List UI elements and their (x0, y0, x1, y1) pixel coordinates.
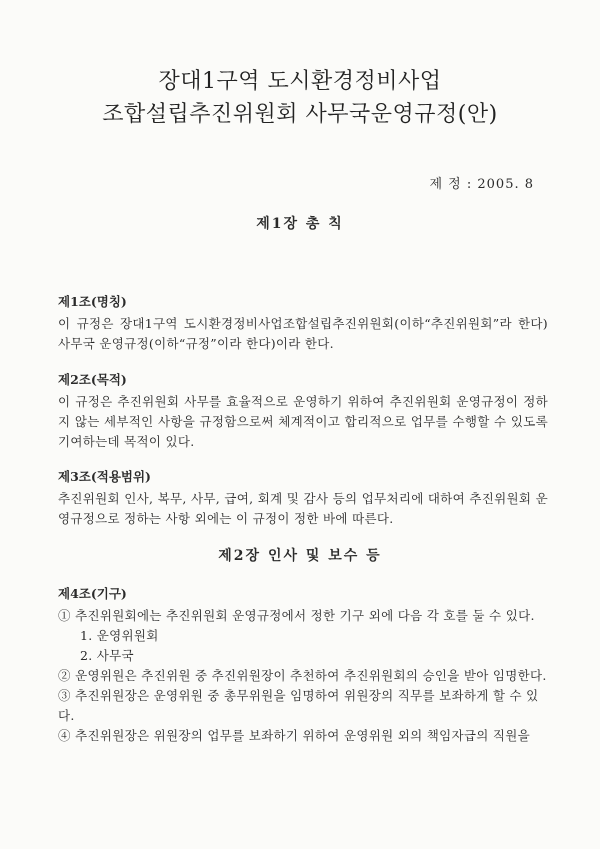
article-4-item2: ② 운영위원은 추진위원 중 추진위원장이 추천하여 추진위원회의 승인을 받아 임명한다. (58, 668, 547, 683)
article-4-item3: ③ 추진위원장은 운영위원 중 총무위원을 임명하여 위원장의 직무를 보좌하게 할 수 있다. (58, 688, 539, 723)
article-2 (58, 370, 548, 452)
article-3-title: 제3조(적용범위) (58, 469, 151, 484)
article-2-body: 이 규정은 추진위원회 사무를 효율적으로 운영하기 위하여 추진위원회 운영규정이 정하지 않는 세부적인 사항을 규정함으로써 체계적이고 합리적으로 업무를 수행할 수 있도록 기여하는데 목적이 있다. (58, 394, 548, 449)
chapter1-heading: 제1장 총 칙 (256, 216, 344, 232)
article-4-sub1: 1. 운영위원회 (80, 628, 159, 643)
article-1-title: 제1조(명칭) (58, 294, 127, 309)
article-4 (58, 584, 548, 746)
document-title-line2: 조합설립추진위원회 사무국운영규정(안) (102, 102, 498, 127)
article-4-sub2: 2. 사무국 (80, 648, 134, 663)
article-1-body: 이 규정은 장대1구역 도시환경정비사업조합설립추진위원회(이하“추진위원회”라 한다) 사무국 운영규정(이하“규정”이라 한다)이라 한다. (58, 316, 548, 351)
article-1 (58, 292, 548, 354)
article-3 (58, 467, 548, 529)
article-4-item4: ④ 추진위원장은 위원장의 업무를 보좌하기 위하여 운영위원 외의 책임자급의 직원을 (58, 728, 531, 743)
chapter2-heading: 제2장 인사 및 보수 등 (218, 548, 382, 564)
document-title-line1: 장대1구역 도시환경정비사업 (158, 69, 442, 94)
article-4-title: 제4조(기구) (58, 586, 127, 601)
enactment-date: 제 정 : 2005. 8 (429, 177, 534, 192)
article-3-body: 추진위원회 인사, 복무, 사무, 급여, 회계 및 감사 등의 업무처리에 대하여 추진위원회 운영규정으로 정하는 사항 외에는 이 규정이 정한 바에 따른다. (58, 491, 548, 526)
article-2-title: 제2조(목적) (58, 372, 127, 387)
article-4-item1: ① 추진위원회에는 추진위원회 운영규정에서 정한 기구 외에 다음 각 호를 둘 수 있다. (58, 608, 535, 623)
